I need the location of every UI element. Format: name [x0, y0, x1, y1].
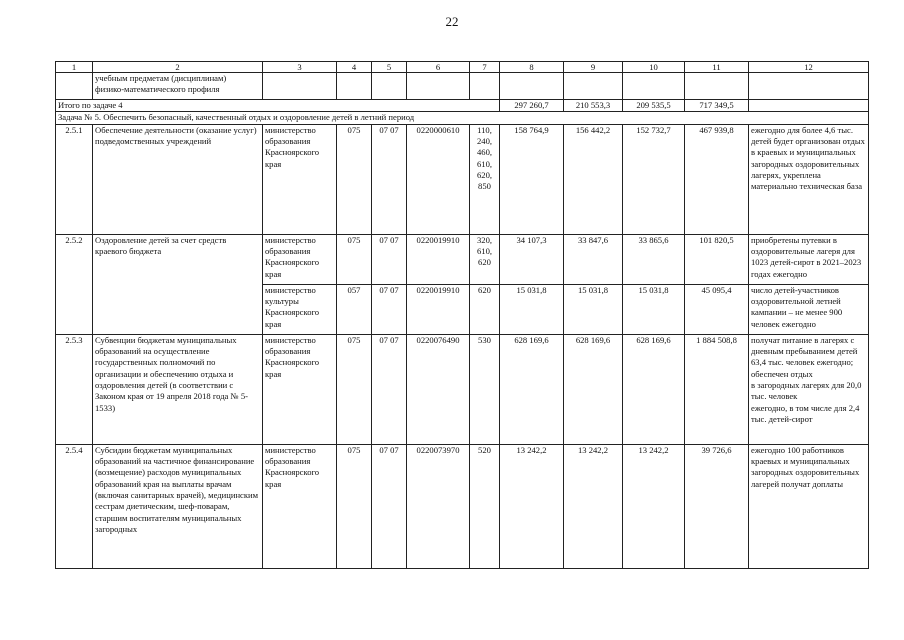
row-csr: 0220076490 [407, 334, 470, 444]
row-csr: 0220073970 [407, 444, 470, 568]
cell-value: 39 726,6 [685, 444, 749, 568]
cell-value: 1 884 508,8 [685, 334, 749, 444]
cell-value: 33 847,6 [564, 234, 623, 284]
column-header: 6 [407, 62, 470, 73]
row-number: 2.5.3 [56, 334, 93, 444]
cell-value: 628 169,6 [564, 334, 623, 444]
row-result: ежегодно для более 4,6 тыс. детей будет организован отдых в краевых и муниципальных загородных оздоровительных лагерях, укреплена материально техническая база [749, 124, 869, 234]
row-grbs: 075 [337, 234, 372, 284]
row-csr: 0220019910 [407, 234, 470, 284]
row-csr: 0220000610 [407, 124, 470, 234]
row-number: 2.5.4 [56, 444, 93, 568]
row-grbs: 075 [337, 444, 372, 568]
row-vr: 110, 240, 460, 610, 620, 850 [470, 124, 500, 234]
row-org: министерство культуры Красноярского края [263, 284, 337, 334]
cell-value: 717 349,5 [685, 100, 749, 112]
row-number: 2.5.1 [56, 124, 93, 234]
task-title: Задача № 5. Обеспечить безопасный, качественный отдых и оздоровление детей в летний период [56, 112, 869, 124]
table-row [56, 334, 869, 444]
total-row [56, 100, 869, 112]
table-row [56, 73, 869, 100]
cell-value: 156 442,2 [564, 124, 623, 234]
page-number: 22 [445, 14, 459, 29]
row-grbs: 075 [337, 334, 372, 444]
cell-value: 15 031,8 [623, 284, 685, 334]
table-row [56, 444, 869, 568]
cell-value: 209 535,5 [623, 100, 685, 112]
cell-value: 101 820,5 [685, 234, 749, 284]
column-header: 11 [685, 62, 749, 73]
cell-value: 45 095,4 [685, 284, 749, 334]
row-name: Субвенции бюджетам муниципальных образований на осуществление государственных полномочий по организации и обеспечению отдыха и оздоровления детей (в соответствии с Законом края от 19 апреля 2018 года № 5-1533) [93, 334, 263, 444]
row-org: министерство образования Красноярского края [263, 444, 337, 568]
total-label: Итого по задаче 4 [56, 100, 500, 112]
column-header: 10 [623, 62, 685, 73]
column-header: 5 [372, 62, 407, 73]
row-grbs: 057 [337, 284, 372, 334]
cell-value: 467 939,8 [685, 124, 749, 234]
row-rzpr: 07 07 [372, 234, 407, 284]
row-rzpr: 07 07 [372, 284, 407, 334]
row-vr: 530 [470, 334, 500, 444]
cell-value: 13 242,2 [500, 444, 564, 568]
cell-value: 34 107,3 [500, 234, 564, 284]
row-org: министерство образования Красноярского края [263, 124, 337, 234]
program-table [55, 61, 869, 569]
cell-value: 628 169,6 [623, 334, 685, 444]
row-csr: 0220019910 [407, 284, 470, 334]
cell-value: 15 031,8 [500, 284, 564, 334]
cell-value: 13 242,2 [564, 444, 623, 568]
row-name: учебным предметам (дисциплинам) физико-математического профиля [93, 73, 263, 100]
row-vr: 620 [470, 284, 500, 334]
row-vr: 320, 610, 620 [470, 234, 500, 284]
row-grbs: 075 [337, 124, 372, 234]
column-header: 4 [337, 62, 372, 73]
cell-value: 158 764,9 [500, 124, 564, 234]
row-number: 2.5.2 [56, 234, 93, 334]
row-name: Субсидии бюджетам муниципальных образований на частичное финансирование (возмещение) расходов муниципальных образований края на выплаты врачам (включая санитарных врачей), медицинским сестрам диетическим, шеф-поварам, старшим воспитателям муниципальных загородных [93, 444, 263, 568]
row-result: ежегодно 100 работников краевых и муниципальных загородных оздоровительных лагерей получат доплаты [749, 444, 869, 568]
cell-value: 210 553,3 [564, 100, 623, 112]
column-number-row [56, 62, 869, 73]
column-header: 7 [470, 62, 500, 73]
row-rzpr: 07 07 [372, 334, 407, 444]
cell-value: 297 260,7 [500, 100, 564, 112]
column-header: 8 [500, 62, 564, 73]
row-rzpr: 07 07 [372, 124, 407, 234]
column-header: 1 [56, 62, 93, 73]
cell-value: 15 031,8 [564, 284, 623, 334]
cell-value: 628 169,6 [500, 334, 564, 444]
row-org: министерство образования Красноярского края [263, 234, 337, 284]
row-name: Обеспечение деятельности (оказание услуг) подведомственных учреждений [93, 124, 263, 234]
section-title-row [56, 112, 869, 124]
row-org: министерство образования Красноярского края [263, 334, 337, 444]
table-row [56, 234, 869, 284]
column-header: 9 [564, 62, 623, 73]
row-rzpr: 07 07 [372, 444, 407, 568]
row-result: число детей-участников оздоровительной летней кампании – не менее 900 человек ежегодно [749, 284, 869, 334]
row-result: приобретены путевки в оздоровительные лагеря для 1023 детей-сирот в 2021–2023 годах ежегодно [749, 234, 869, 284]
column-header: 12 [749, 62, 869, 73]
cell-value: 33 865,6 [623, 234, 685, 284]
row-result: получат питание в лагерях с дневным пребыванием детей 63,4 тыс. человек ежегодно; обеспечен отдых в загородных лагерях для 20,0 тыс. человек ежегодно, в том числе для 2,4 тыс. детей-сирот [749, 334, 869, 444]
column-header: 2 [93, 62, 263, 73]
cell-value: 152 732,7 [623, 124, 685, 234]
row-name: Оздоровление детей за счет средств краевого бюджета [93, 234, 263, 334]
cell-value: 13 242,2 [623, 444, 685, 568]
column-header: 3 [263, 62, 337, 73]
table-row [56, 124, 869, 234]
row-vr: 520 [470, 444, 500, 568]
